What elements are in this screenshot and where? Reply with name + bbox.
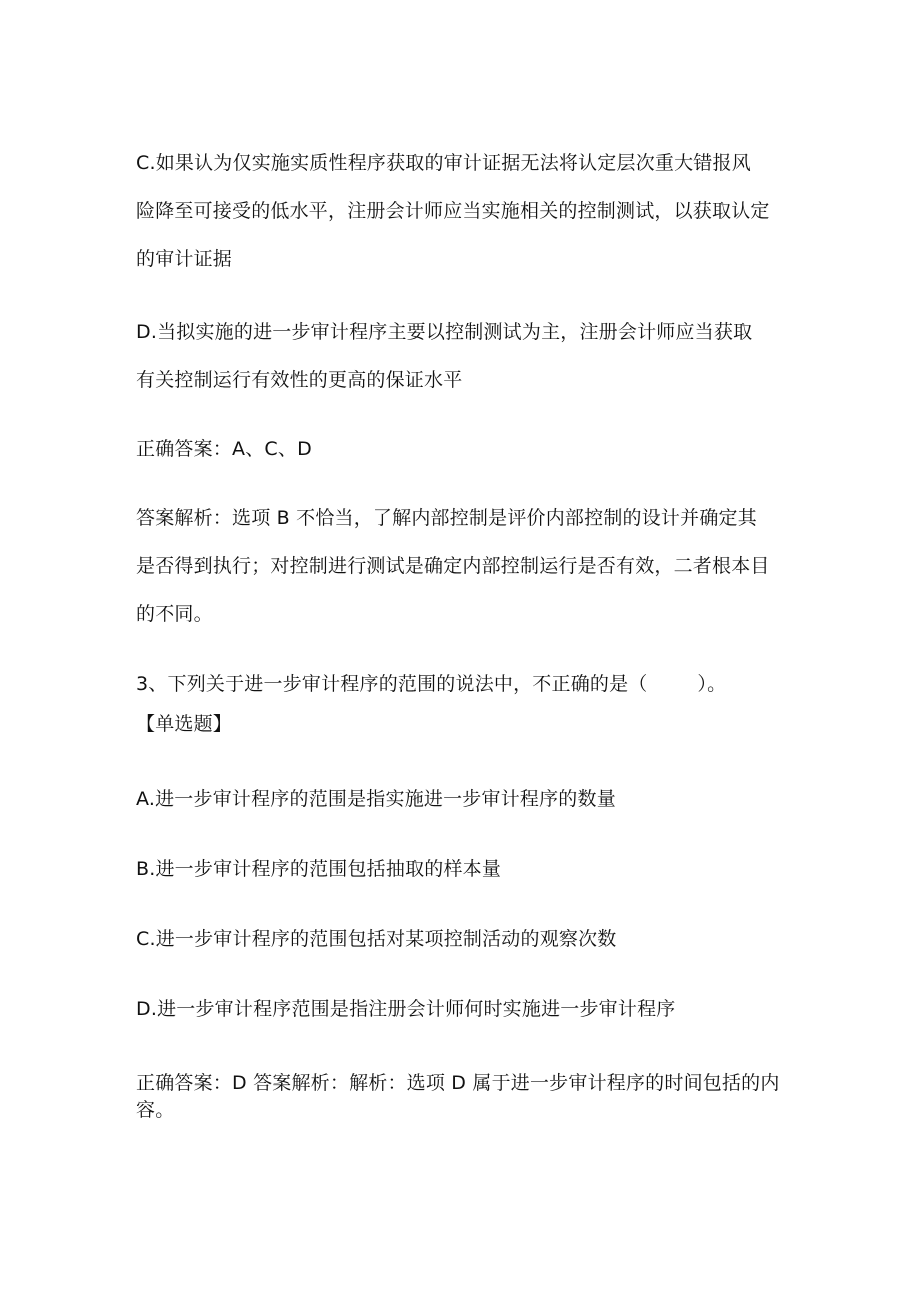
q2-option-c-line-3: 的审计证据 (136, 248, 233, 270)
q3-option-a: A.进一步审计程序的范围是指实施进一步审计程序的数量 (136, 788, 616, 810)
q2-analysis-line-2: 是否得到执行；对控制进行测试是确定内部控制运行是否有效，二者根本目 (136, 555, 770, 577)
q2-answer: 正确答案：A、C、D (136, 438, 312, 460)
q3-option-d: D.进一步审计程序范围是指注册会计师何时实施进一步审计程序 (136, 998, 676, 1020)
q2-analysis (136, 494, 786, 638)
q3-answer-analysis (136, 1070, 786, 1124)
q3-stem: 3、下列关于进一步审计程序的范围的说法中，不正确的是（ ）。 (136, 673, 727, 695)
q3-option-b: B.进一步审计程序的范围包括抽取的样本量 (136, 858, 502, 880)
q3-stem-block (136, 664, 786, 744)
q2-analysis-line-3: 的不同。 (136, 603, 213, 625)
q3-type: 【单选题】 (136, 713, 233, 735)
q2-option-c-line-2: 险降至可接受的低水平，注册会计师应当实施相关的控制测试，以获取认定 (136, 200, 770, 222)
q2-option-c-line-1: C.如果认为仅实施实质性程序获取的审计证据无法将认定层次重大错报风 (136, 152, 751, 174)
q2-option-d-line-2: 有关控制运行有效性的更高的保证水平 (136, 369, 463, 391)
q2-analysis-line-1: 答案解析：选项 B 不恰当，了解内部控制是评价内部控制的设计并确定其 (136, 507, 757, 529)
q2-option-c (136, 139, 786, 283)
q3-answer-analysis-line-1: 正确答案：D 答案解析：解析：选项 D 属于进一步审计程序的时间包括的内 (136, 1072, 780, 1094)
q3-answer-analysis-line-2: 容。 (136, 1099, 175, 1121)
q3-option-c: C.进一步审计程序的范围包括对某项控制活动的观察次数 (136, 928, 617, 950)
q2-option-d-line-1: D.当拟实施的进一步审计程序主要以控制测试为主，注册会计师应当获取 (136, 321, 753, 343)
q2-option-d (136, 308, 786, 404)
